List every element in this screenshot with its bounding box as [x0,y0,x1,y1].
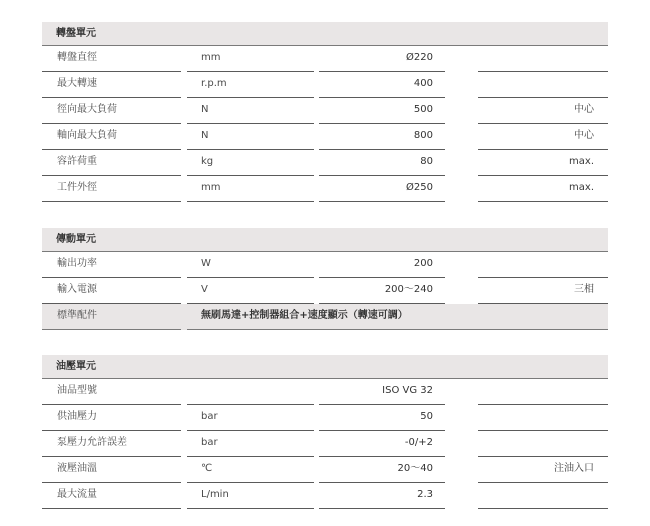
spec-name: 轉盤直徑 [42,46,181,72]
spec-unit: W [187,252,314,278]
spec-name: 輸出功率 [42,252,181,278]
spec-value: 50 [319,405,445,431]
spec-name: 標準配件 [42,304,181,330]
spec-value: 80 [319,150,445,176]
spec-unit: mm [187,176,314,202]
spec-note: 中心 [478,98,608,124]
spec-value: 2.3 [319,483,445,509]
spec-note: max. [478,176,608,202]
spec-name: 泵壓力允許誤差 [42,431,181,457]
spec-row [42,150,608,176]
spec-row [42,98,608,124]
spec-unit: bar [187,405,314,431]
spec-unit: L/min [187,483,314,509]
spec-row [42,457,608,483]
spec-unit: bar [187,431,314,457]
spec-value: 500 [319,98,445,124]
spec-row [42,72,608,98]
spec-note: max. [478,150,608,176]
spec-unit [187,379,314,405]
spec-unit: r.p.m [187,72,314,98]
spec-note [478,46,608,72]
spec-value: -0/+2 [319,431,445,457]
spec-unit: ℃ [187,457,314,483]
spec-row [42,252,608,278]
spec-value: 200～240 [319,278,445,304]
spec-row [42,176,608,202]
accessory-text: 無刷馬達+控制器組合+速度顯示（轉速可調） [187,304,608,330]
spec-unit: mm [187,46,314,72]
accessory-row [42,304,608,330]
spec-note [478,252,608,278]
spec-name: 供油壓力 [42,405,181,431]
turntable-section [42,22,608,202]
spec-value: Ø250 [319,176,445,202]
spec-value: 800 [319,124,445,150]
hydraulic-section [42,355,608,509]
spec-unit: N [187,124,314,150]
spec-row [42,431,608,457]
spec-unit: N [187,98,314,124]
spec-value: ISO VG 32 [319,379,445,405]
spec-name: 工件外徑 [42,176,181,202]
section-header: 傳動單元 [42,228,608,252]
spec-name: 油品型號 [42,379,181,405]
spec-name: 液壓油溫 [42,457,181,483]
spec-row [42,124,608,150]
drive-section [42,228,608,330]
spec-name: 最大流量 [42,483,181,509]
spec-row [42,379,608,405]
section-header: 轉盤單元 [42,22,608,46]
spec-name: 最大轉速 [42,72,181,98]
spec-name: 徑向最大負荷 [42,98,181,124]
spec-name: 軸向最大負荷 [42,124,181,150]
spec-note [478,379,608,405]
spec-note: 注油入口 [478,457,608,483]
spec-value: 200 [319,252,445,278]
spec-value: Ø220 [319,46,445,72]
spec-name: 容許荷重 [42,150,181,176]
spec-note [478,405,608,431]
spec-note [478,483,608,509]
spec-note: 中心 [478,124,608,150]
spec-name: 輸入電源 [42,278,181,304]
spec-row [42,46,608,72]
spec-note: 三相 [478,278,608,304]
spec-note [478,72,608,98]
spec-unit: V [187,278,314,304]
spec-value: 20～40 [319,457,445,483]
spec-note [478,431,608,457]
spec-row [42,483,608,509]
section-header: 油壓單元 [42,355,608,379]
spec-value: 400 [319,72,445,98]
spec-row [42,278,608,304]
spec-unit: kg [187,150,314,176]
spec-row [42,405,608,431]
